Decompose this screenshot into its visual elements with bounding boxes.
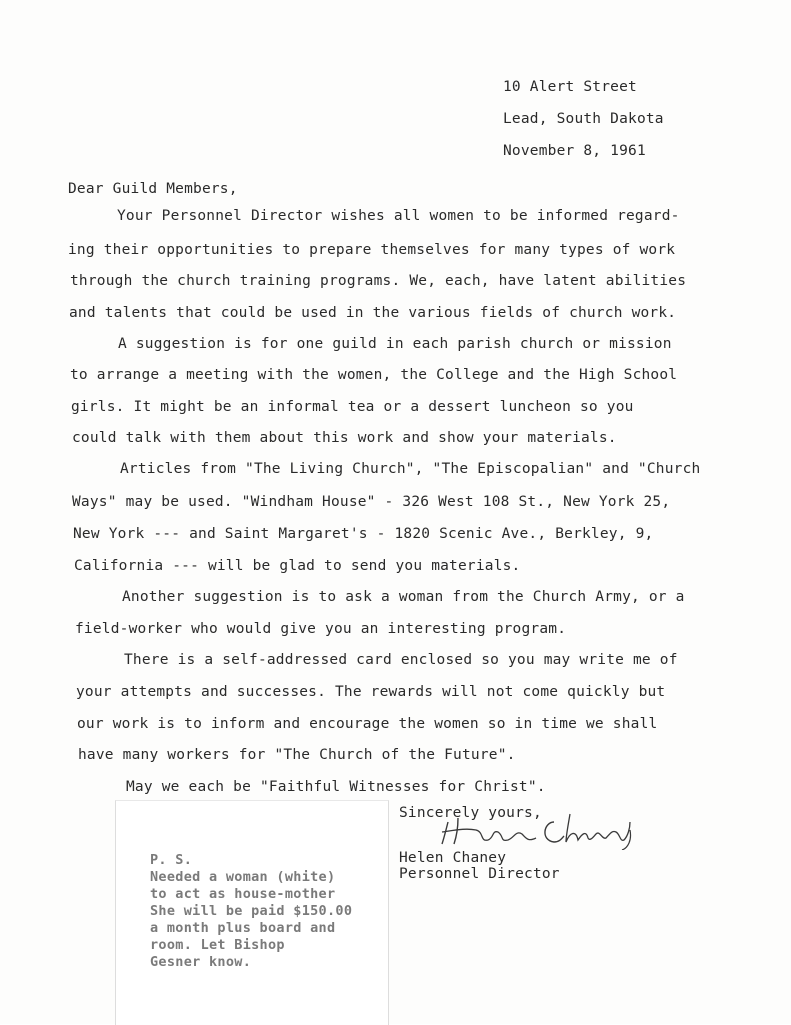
postscript-line: to act as house-mother xyxy=(150,886,336,902)
signer-name: Helen Chaney xyxy=(399,850,507,866)
postscript-line: a month plus board and xyxy=(150,920,336,936)
body-line: your attempts and successes. The rewards will not come quickly but xyxy=(76,684,666,700)
salutation: Dear Guild Members, xyxy=(68,181,238,197)
postscript-line: P. S. xyxy=(150,852,193,868)
body-line: girls. It might be an informal tea or a dessert luncheon so you xyxy=(71,399,634,415)
body-line: May we each be "Faithful Witnesses for Christ". xyxy=(126,779,546,795)
body-line: Another suggestion is to ask a woman from the Church Army, or a xyxy=(122,589,685,605)
body-line: There is a self-addressed card enclosed so you may write me of xyxy=(124,652,678,668)
body-line: Ways" may be used. "Windham House" - 326 West 108 St., New York 25, xyxy=(72,494,671,510)
body-line: could talk with them about this work and show your materials. xyxy=(72,430,617,446)
body-line: A suggestion is for one guild in each parish church or mission xyxy=(118,336,672,352)
postscript-line: room. Let Bishop xyxy=(150,937,285,953)
address-street: 10 Alert Street xyxy=(503,79,637,95)
sign-off: Sincerely yours, xyxy=(399,805,542,821)
body-line: ing their opportunities to prepare themselves for many types of work xyxy=(68,242,676,258)
body-line: and talents that could be used in the various fields of church work. xyxy=(69,305,677,321)
signer-title: Personnel Director xyxy=(399,866,560,882)
letter-date: November 8, 1961 xyxy=(503,143,646,159)
body-line: field-worker who would give you an interesting program. xyxy=(75,621,567,637)
body-line: New York --- and Saint Margaret's - 1820 Scenic Ave., Berkley, 9, xyxy=(73,526,654,542)
postscript-line: Needed a woman (white) xyxy=(150,869,336,885)
body-line: California --- will be glad to send you materials. xyxy=(74,558,521,574)
body-line: our work is to inform and encourage the women so in time we shall xyxy=(77,716,658,732)
body-line: Articles from "The Living Church", "The Episcopalian" and "Church xyxy=(120,461,701,477)
body-line: Your Personnel Director wishes all women to be informed regard- xyxy=(117,208,680,224)
body-line: through the church training programs. We, each, have latent abilities xyxy=(70,273,687,289)
body-line: have many workers for "The Church of the Future". xyxy=(78,747,516,763)
postscript-line: She will be paid $150.00 xyxy=(150,903,353,919)
postscript-line: Gesner know. xyxy=(150,954,252,970)
address-city: Lead, South Dakota xyxy=(503,111,664,127)
body-line: to arrange a meeting with the women, the College and the High School xyxy=(70,367,678,383)
handwritten-signature xyxy=(436,800,636,850)
